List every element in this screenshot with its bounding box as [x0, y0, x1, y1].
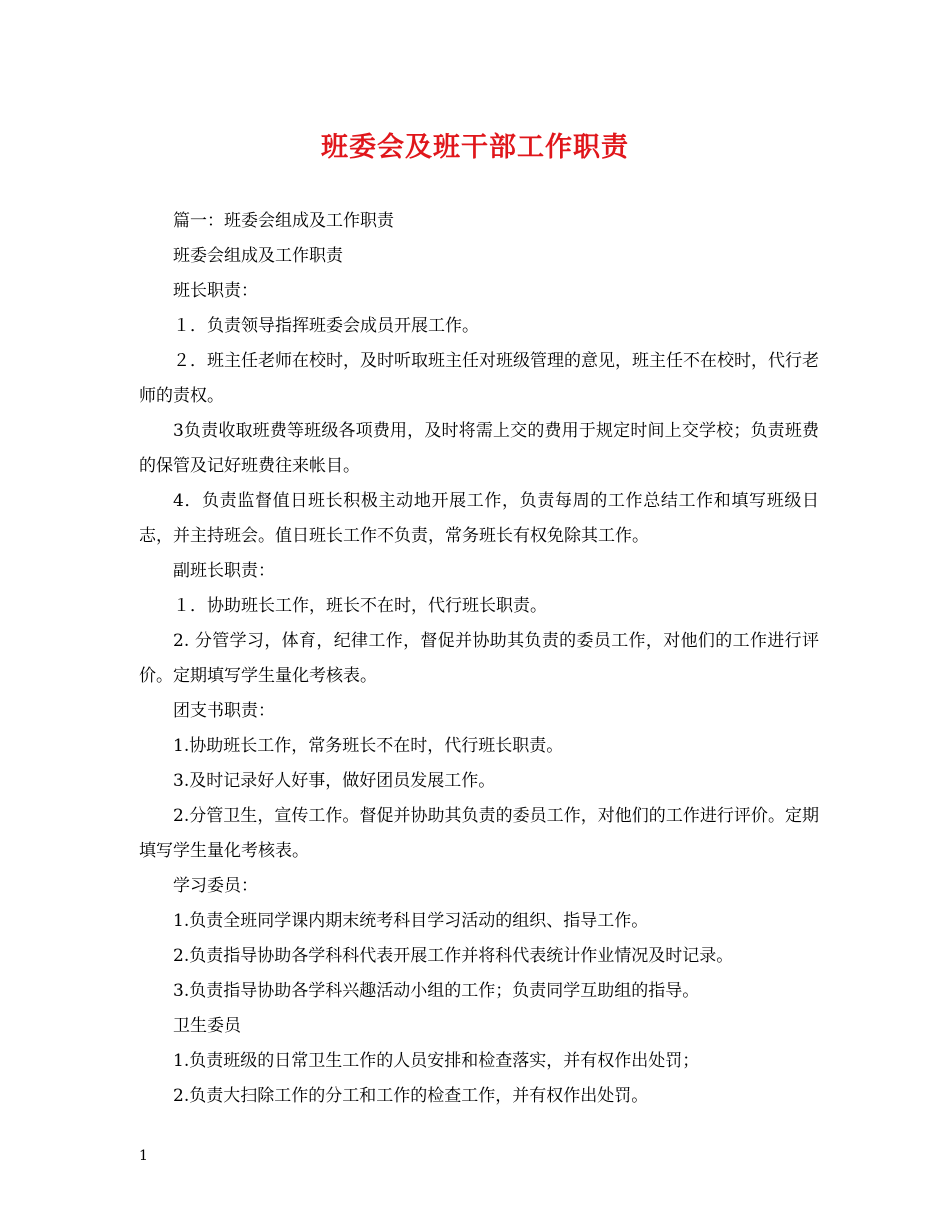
- paragraph-2: 班委会组成及工作职责: [173, 246, 343, 266]
- document-title: 班委会及班干部工作职责: [321, 132, 629, 163]
- paragraph-monitor-2: ２．班主任老师在校时，及时听取班主任对班级管理的意见，班主任不在校时，代行老师的责权。: [139, 351, 819, 406]
- paragraph-monitor-4: 4．负责监督值日班长积极主动地开展工作，负责每周的工作总结工作和填写班级日志，并主持班会。值日班长工作不负责，常务班长有权免除其工作。: [139, 491, 819, 546]
- paragraph-monitor-1: １．负责领导指挥班委会成员开展工作。: [173, 316, 479, 336]
- paragraph-1: 篇一：班委会组成及工作职责: [173, 211, 394, 231]
- section-heading-monitor: 班长职责：: [173, 281, 258, 301]
- page-number: 1: [139, 1148, 148, 1164]
- paragraph-hygiene-2: 2.负责大扫除工作的分工和工作的检查工作，并有权作出处罚。: [173, 1086, 649, 1106]
- section-heading-hygiene: 卫生委员: [173, 1016, 241, 1036]
- document-body: [139, 204, 819, 1114]
- section-heading-study: 学习委员：: [173, 876, 258, 896]
- paragraph-study-3: 3.负责指导协助各学科兴趣活动小组的工作；负责同学互助组的指导。: [173, 981, 700, 1001]
- paragraph-league-1: 1.协助班长工作，常务班长不在时，代行班长职责。: [173, 736, 564, 756]
- paragraph-vice-2: 2. 分管学习，体育，纪律工作，督促并协助其负责的委员工作，对他们的工作进行评价。定期填写学生量化考核表。: [139, 631, 819, 686]
- paragraph-league-2: 2.分管卫生，宣传工作。督促并协助其负责的委员工作，对他们的工作进行评价。定期填写学生量化考核表。: [139, 806, 819, 861]
- section-heading-league: 团支书职责：: [173, 701, 275, 721]
- paragraph-study-1: 1.负责全班同学课内期末统考科目学习活动的组织、指导工作。: [173, 911, 649, 931]
- paragraph-vice-1: １．协助班长工作，班长不在时，代行班长职责。: [173, 596, 547, 616]
- paragraph-monitor-3: 3负责收取班费等班级各项费用，及时将需上交的费用于规定时间上交学校；负责班费的保管及记好班费往来帐目。: [139, 421, 819, 476]
- paragraph-study-2: 2.负责指导协助各学科科代表开展工作并将科代表统计作业情况及时记录。: [173, 946, 734, 966]
- paragraph-hygiene-1: 1.负责班级的日常卫生工作的人员安排和检查落实，并有权作出处罚；: [173, 1051, 700, 1071]
- section-heading-vice-monitor: 副班长职责：: [173, 561, 275, 581]
- paragraph-league-3: 3.及时记录好人好事，做好团员发展工作。: [173, 771, 496, 791]
